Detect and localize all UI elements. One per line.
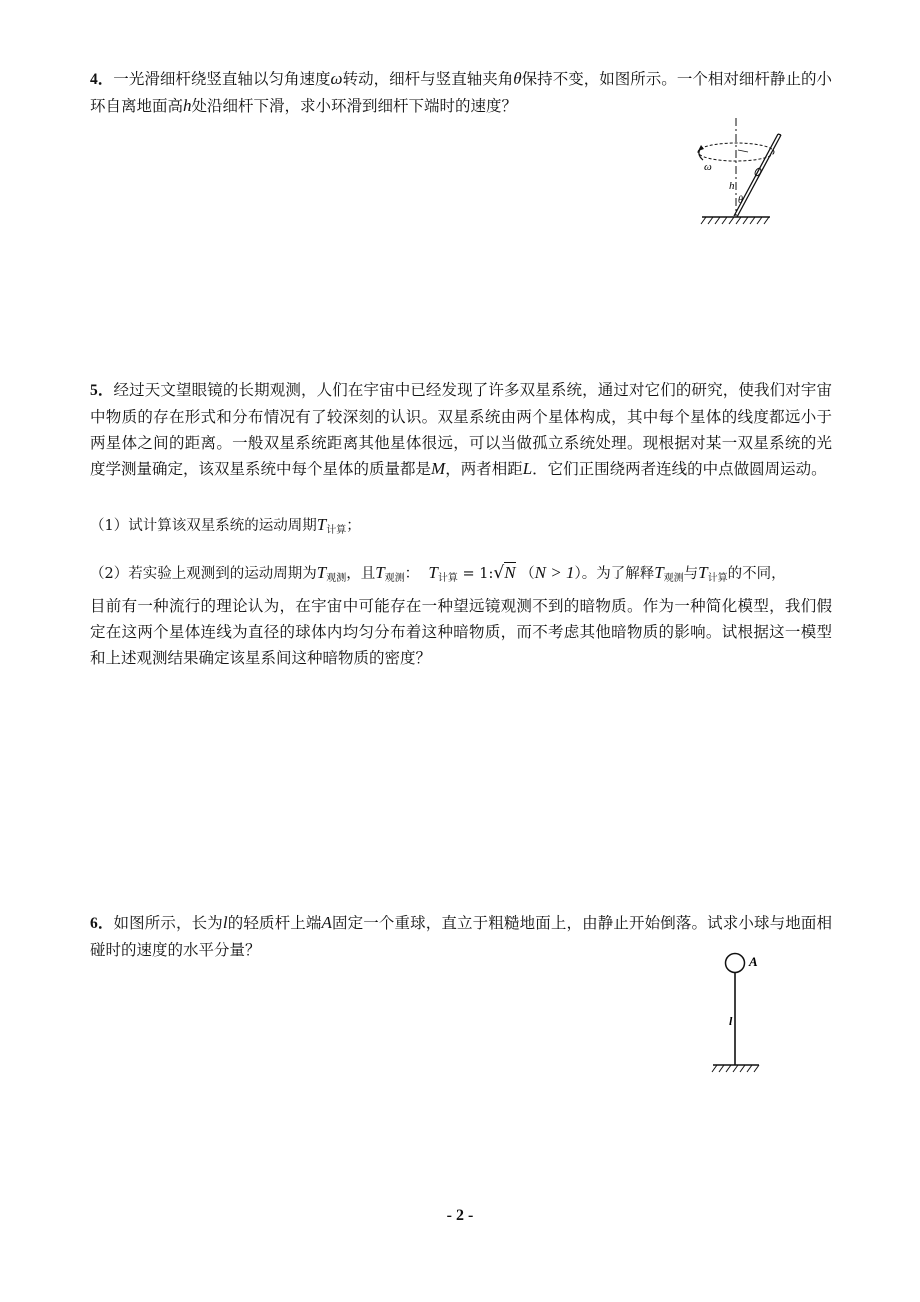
ground-hatching xyxy=(712,1065,759,1072)
h-label: h xyxy=(729,180,735,192)
ground-hatching xyxy=(701,217,769,224)
a-label: A xyxy=(749,954,758,969)
question-number: 5． xyxy=(90,382,114,399)
h-symbol: h xyxy=(183,96,192,115)
question-5-part-2-line-1: （2）若实验上观测到的运动周期为$T_{观测}$，且$T_{观测}$： $T_{计算}$ = 1:√N （N > 1）。为了解释$T_{观测}$与$T_{计算}$的不同， xyxy=(90,563,786,584)
sqrt-symbol: √ xyxy=(493,563,505,583)
distance-symbol: L xyxy=(522,459,533,478)
question-6: 6．如图所示，长为l的轻质杆上端A固定一个重球，直立于粗糙地面上，由静止开始倒落。试求小球与地面相碰时的速度的水平分量？ xyxy=(90,913,832,959)
rotation-arrowhead xyxy=(698,145,704,151)
rotating-rod-figure xyxy=(688,118,788,230)
omega-label: ω xyxy=(704,161,712,173)
question-5: 5．经过天文望眼镜的长期观测，人们在宇宙中已经发现了许多双星系统，通过对它们的研究，使我们对宇宙中物质的存在形式和分布情况有了较深刻的认识。双星系统由两个星体构成，其中每个星体的线度都远小于两星体之间的距离。一般双星系统距离其他星体很远，可以当做孤立系统处理。现根据对某一双星系统的光度学测量确定，该双星系统中每个星体的质量都是M，两者相距L．它们正围绕两者连线的中点做圆周运动。 xyxy=(90,381,832,478)
heavy-ball xyxy=(726,954,745,973)
question-5-part-2-body: 目前有一种流行的理论认为，在宇宙中可能存在一种望远镜观测不到的暗物质。作为一种简化模型，我们假定在这两个星体连线为直径的球体内均匀分布着这种暗物质，而不考虑其他暗物质的影响。试根据这一模型和上述观测结果确定该星系间这种暗物质的密度？ xyxy=(90,597,832,667)
l-label: l xyxy=(729,1014,733,1028)
point-a-symbol: A xyxy=(321,913,332,932)
question-4: 4．一光滑细杆绕竖直轴以匀角速度ω转动，细杆与竖直轴夹角θ保持不变，如图所示。一个相对细杆静止的小环自离地面高h处沿细杆下滑，求小环滑到细杆下端时的速度？ xyxy=(90,69,832,115)
falling-rod-figure xyxy=(703,948,773,1080)
mass-symbol: M xyxy=(431,459,446,478)
theta-symbol: θ xyxy=(513,69,522,88)
page-number: - 2 - xyxy=(446,1207,474,1224)
question-5-part-1: （1）试计算该双星系统的运动周期$T_{计算}$； xyxy=(90,515,361,536)
question-number: 4． xyxy=(90,71,114,88)
condition: N > 1 xyxy=(534,563,575,582)
theta-label: θ xyxy=(738,195,743,206)
length-symbol: l xyxy=(222,913,228,932)
question-number: 6． xyxy=(90,915,114,932)
omega-symbol: ω xyxy=(330,69,343,88)
ratio-equation: = 1: xyxy=(462,566,494,582)
